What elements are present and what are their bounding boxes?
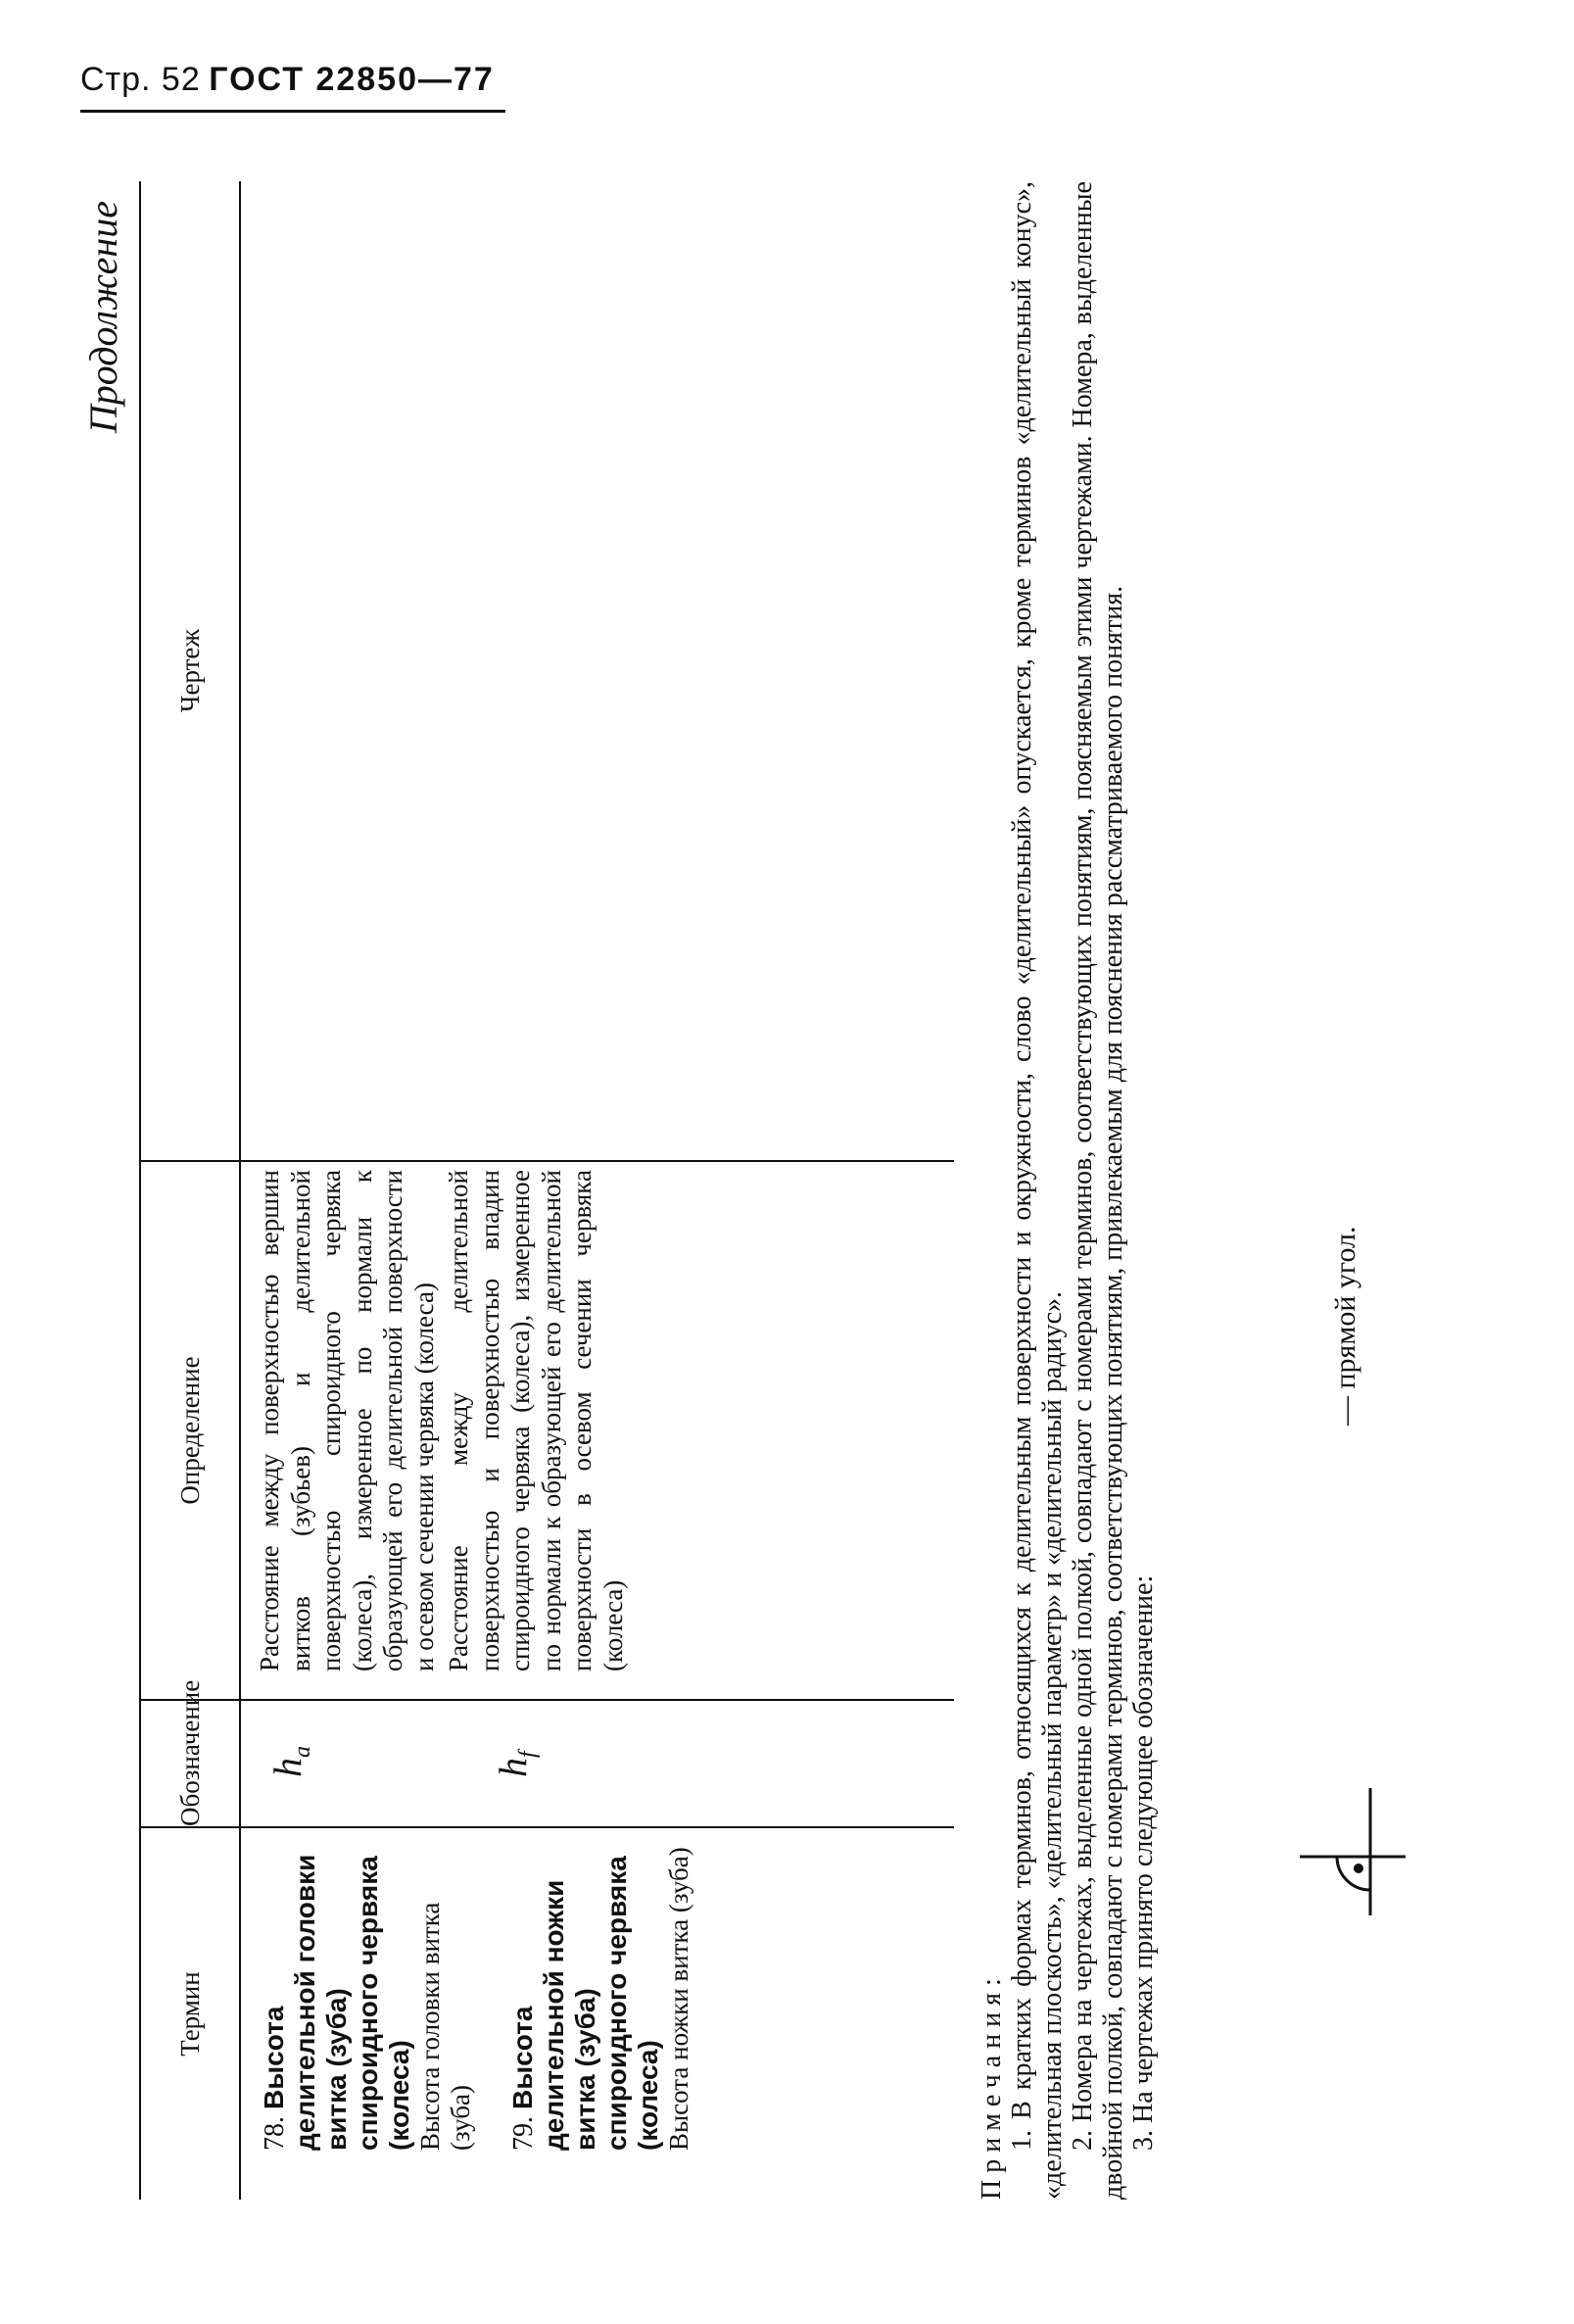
symbol-cell <box>240 1700 954 1827</box>
term-entry-78 <box>241 1828 476 2200</box>
page-number: Стр. 52 <box>80 61 201 98</box>
definition-78: Расстояние между поверхностью вершин витков (зубьев) и делительной поверхностью спироидного червяка (колеса), измеренное по нормали к образующей его делительной поверхности и осевом сечении червяка (колеса) <box>255 1170 439 1671</box>
definition-cell <box>240 1161 954 1700</box>
column-header-term: Термин <box>141 1827 240 2200</box>
term-short-form: Высота головки витка (зуба) <box>415 1902 475 2151</box>
note-item: 1. В кратких формах терминов, относящихся к делительным поверхности и окружности, слово «делительный» опускается, кроме терминов «делительный конус», «делительная плоскость», «делительный параметр» и «делительный радиус». <box>1007 181 1068 2200</box>
definition-79: Расстояние между делительной поверхностью и поверхностью впадин спироидного червяка (колеса), измеренное по нормали к образующей его делительной поверхности в осевом сечении червяка (колеса) <box>444 1170 628 1671</box>
note-item: 2. Номера на чертежах, выделенные одной полкой, совпадают с номерами терминов, соответствующих понятиям, поясняемым этими чертежами. Номера, выделенные двойной полкой, совпадают с номерами терминов, соответствующих понятиям, привлекаемым для пояснения рассматриваемого понятия. <box>1068 181 1128 2200</box>
right-angle-label: — прямой угол. <box>1329 1226 1361 1426</box>
continuation-label: Продолжение <box>81 201 125 434</box>
term-number: 79. <box>508 2116 539 2151</box>
running-header <box>80 61 495 99</box>
table-header-row <box>141 181 240 2200</box>
table-body-row <box>240 181 954 2200</box>
terms-table <box>141 181 954 2200</box>
right-angle-icon <box>1290 1739 1407 1935</box>
term-short-form: Высота ножки витка (зуба) <box>664 1847 693 2151</box>
column-header-drawing: Чертеж <box>141 181 240 1161</box>
drawing-cell <box>240 181 954 1161</box>
term-number: 78. <box>260 2116 290 2151</box>
symbol-79: $h_f$ <box>491 1751 541 1777</box>
column-header-definition: Определение <box>141 1161 240 1700</box>
term-title: Высота делительной ножки витка (зуба) спироидного червяка (колеса) <box>507 1856 663 2151</box>
term-title: Высота делительной головки витка (зуба) спироидного червяка (колеса) <box>259 1854 414 2151</box>
standard-code: ГОСТ 22850—77 <box>209 61 495 98</box>
term-cell <box>240 1827 954 2200</box>
note-item: 3. На чертежах принято следующее обозначение: <box>1128 1574 1159 2151</box>
term-entry-79 <box>490 1828 694 2200</box>
notes-block <box>977 181 1159 2200</box>
header-rule <box>80 110 505 113</box>
notes-title: Примечания: <box>977 1971 1007 2200</box>
rotated-page-content <box>80 181 1471 2317</box>
right-angle-symbol-row <box>1290 955 1407 1935</box>
symbol-78: $h_a$ <box>265 1746 315 1777</box>
column-header-symbol: Обозначение <box>141 1700 240 1827</box>
